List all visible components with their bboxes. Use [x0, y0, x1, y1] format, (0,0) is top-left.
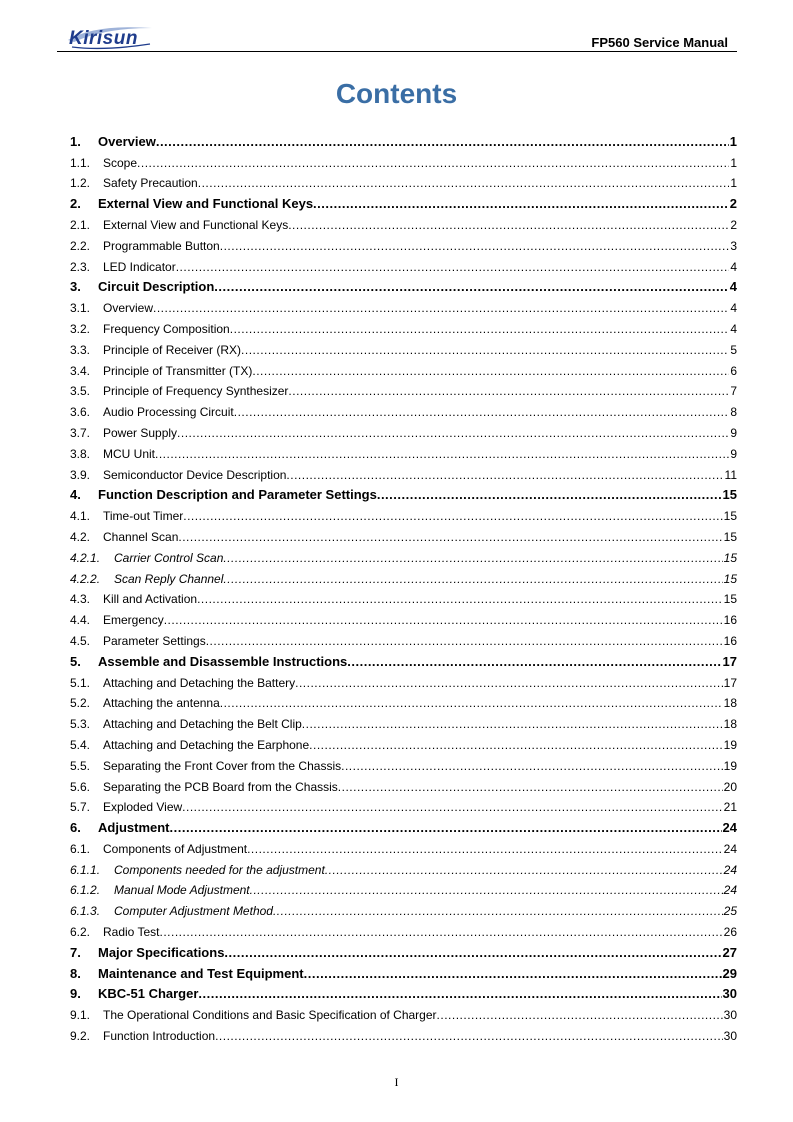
toc-entry-number: 4.3.	[70, 592, 91, 607]
toc-dot-leader	[164, 613, 723, 627]
toc-entry-number: 5.5.	[70, 758, 91, 773]
toc-entry-title: Principle of Frequency Synthesizer	[103, 384, 289, 399]
toc-entry-number: 5.3.	[70, 717, 91, 732]
toc-entry-page: 15	[722, 487, 737, 503]
page-title: Contents	[335, 78, 458, 109]
toc-entry-title: KBC-51 Charger	[98, 986, 199, 1002]
toc-entry[interactable]	[70, 274, 737, 295]
toc-entry-number: 5.6.	[70, 779, 91, 794]
toc-entry-page: 21	[723, 800, 737, 815]
toc-entry-number: 4.1.	[70, 509, 91, 524]
toc-entry-title: Audio Processing Circuit	[103, 405, 234, 420]
toc-entry[interactable]	[70, 897, 737, 918]
toc-entry-title: Overview	[98, 133, 156, 149]
toc-entry-title: Manual Mode Adjustment	[114, 883, 250, 898]
toc-entry-title: Programmable Button	[103, 238, 220, 253]
toc-entry-page: 6	[730, 363, 737, 378]
toc-entry-number: 2.2.	[70, 238, 91, 253]
toc-dot-leader	[437, 1008, 723, 1022]
toc-entry-page: 29	[722, 965, 737, 981]
toc-dot-leader	[197, 592, 723, 606]
toc-dot-leader	[206, 634, 723, 648]
toc-dot-leader	[250, 883, 723, 897]
toc-entry-title: Overview	[103, 301, 154, 316]
toc-entry-title: Carrier Control Scan	[114, 550, 224, 565]
toc-dot-leader	[288, 384, 729, 398]
toc-dot-leader	[230, 322, 730, 336]
toc-dot-leader	[155, 447, 729, 461]
toc-entry[interactable]	[70, 502, 737, 523]
toc-entry-page: 9	[730, 446, 737, 461]
toc-entry-page: 24	[723, 841, 737, 856]
toc-entry-number: 5.	[70, 653, 81, 669]
toc-entry-number: 4.	[70, 487, 81, 503]
toc-entry[interactable]	[70, 294, 737, 315]
toc-entry[interactable]	[70, 960, 737, 981]
toc-dot-leader	[309, 738, 722, 752]
toc-entry-number: 1.1.	[70, 155, 91, 170]
toc-entry-title: Separating the PCB Board from the Chassis	[103, 779, 338, 794]
toc-entry-number: 9.1.	[70, 1008, 91, 1023]
toc-entry-number: 2.3.	[70, 259, 91, 274]
toc-entry-title: Semiconductor Device Description	[103, 467, 287, 482]
toc-entry[interactable]	[70, 357, 737, 378]
toc-entry[interactable]	[70, 482, 737, 503]
toc-entry-number: 7.	[70, 944, 81, 960]
toc-entry-page: 19	[723, 758, 737, 773]
toc-dot-leader	[220, 239, 730, 253]
header-divider	[57, 51, 737, 52]
toc-dot-leader	[338, 780, 723, 794]
toc-entry-number: 4.5.	[70, 633, 91, 648]
toc-entry-number: 5.2.	[70, 696, 91, 711]
toc-entry[interactable]	[70, 918, 737, 939]
kirisun-logo	[64, 22, 158, 52]
toc-entry-title: Adjustment	[98, 820, 170, 836]
toc-dot-leader	[313, 197, 729, 211]
toc-entry-title: Radio Test	[103, 925, 160, 940]
toc-entry[interactable]	[70, 773, 737, 794]
toc-entry-title: Circuit Description	[98, 279, 215, 295]
toc-entry[interactable]	[70, 856, 737, 877]
toc-entry-title: Channel Scan	[103, 529, 179, 544]
toc-entry-number: 3.4.	[70, 363, 91, 378]
toc-entry-title: Maintenance and Test Equipment	[98, 965, 304, 981]
toc-entry[interactable]	[70, 669, 737, 690]
toc-entry-number: 6.1.1.	[70, 862, 101, 877]
toc-entry[interactable]	[70, 877, 737, 898]
toc-entry[interactable]	[70, 606, 737, 627]
toc-entry-title: Components needed for the adjustment	[114, 862, 325, 877]
toc-entry-title: Principle of Transmitter (TX)	[103, 363, 253, 378]
toc-entry[interactable]	[70, 523, 737, 544]
toc-entry-title: Scope	[103, 155, 138, 170]
toc-entry-page: 17	[722, 653, 737, 669]
toc-dot-leader	[153, 301, 729, 315]
toc-entry-number: 3.1.	[70, 301, 91, 316]
toc-entry-title: Safety Precaution	[103, 176, 198, 191]
toc-entry-title: Frequency Composition	[103, 321, 230, 336]
toc-entry-number: 5.4.	[70, 737, 91, 752]
toc-entry-page: 16	[723, 613, 737, 628]
toc-entry-number: 6.1.	[70, 841, 91, 856]
toc-entry-page: 1	[730, 155, 737, 170]
toc-dot-leader	[286, 468, 723, 482]
toc-entry-page: 25	[723, 904, 737, 919]
toc-dot-leader	[295, 676, 723, 690]
toc-dot-leader	[377, 488, 722, 502]
toc-entry-page: 15	[723, 550, 737, 565]
toc-entry-number: 4.2.	[70, 529, 91, 544]
toc-dot-leader	[214, 280, 728, 294]
toc-dot-leader	[347, 655, 721, 669]
toc-entry-page: 4	[730, 301, 737, 316]
toc-dot-leader	[159, 925, 722, 939]
toc-entry-page: 4	[730, 259, 737, 274]
toc-entry[interactable]	[70, 544, 737, 565]
toc-entry-number: 8.	[70, 965, 81, 981]
toc-entry[interactable]	[70, 731, 737, 752]
toc-entry-title: External View and Functional Keys	[103, 217, 289, 232]
toc-entry[interactable]	[70, 170, 737, 191]
toc-entry-title: Function Introduction	[103, 1029, 216, 1044]
toc-entry-number: 1.2.	[70, 176, 91, 191]
toc-dot-leader	[177, 426, 729, 440]
toc-entry-page: 15	[723, 509, 737, 524]
toc-entry-number: 3.6.	[70, 405, 91, 420]
toc-dot-leader	[288, 218, 729, 232]
toc-entry-page: 15	[723, 592, 737, 607]
toc-entry[interactable]	[70, 419, 737, 440]
toc-entry-number: 9.	[70, 986, 81, 1002]
table-of-contents	[70, 128, 737, 1043]
toc-dot-leader	[223, 572, 722, 586]
toc-dot-leader	[223, 551, 722, 565]
toc-entry-page: 1	[729, 133, 737, 149]
toc-entry-page: 30	[722, 986, 737, 1002]
document-title: FP560 Service Manual	[591, 35, 728, 50]
toc-entry-title: Attaching the antenna	[103, 696, 220, 711]
toc-entry[interactable]	[70, 336, 737, 357]
toc-entry[interactable]	[70, 814, 737, 835]
toc-entry-title: Computer Adjustment Method	[114, 904, 273, 919]
toc-entry-title: Separating the Front Cover from the Chassis	[103, 758, 342, 773]
toc-entry-title: Assemble and Disassemble Instructions	[98, 653, 348, 669]
toc-entry-page: 4	[730, 321, 737, 336]
page-number: I	[394, 1075, 399, 1089]
toc-entry-page: 11	[724, 467, 737, 482]
toc-entry-number: 4.4.	[70, 613, 91, 628]
toc-entry-page: 16	[723, 633, 737, 648]
toc-entry-number: 3.5.	[70, 384, 91, 399]
toc-entry-number: 3.	[70, 279, 81, 295]
toc-entry[interactable]	[70, 253, 737, 274]
toc-entry[interactable]	[70, 648, 737, 669]
toc-entry-title: Attaching and Detaching the Battery	[103, 675, 296, 690]
toc-entry-title: MCU Unit	[103, 446, 156, 461]
toc-entry-page: 8	[730, 405, 737, 420]
toc-entry-title: LED Indicator	[103, 259, 176, 274]
toc-entry[interactable]	[70, 565, 737, 586]
toc-entry-title: Exploded View	[103, 800, 183, 815]
toc-dot-leader	[178, 530, 722, 544]
toc-entry-number: 3.3.	[70, 342, 91, 357]
toc-entry-title: Scan Reply Channel	[114, 571, 224, 586]
toc-entry-title: Principle of Receiver (RX)	[103, 342, 242, 357]
toc-entry[interactable]	[70, 1022, 737, 1043]
toc-entry-page: 7	[730, 384, 737, 399]
toc-entry-number: 5.7.	[70, 800, 91, 815]
toc-entry[interactable]	[70, 232, 737, 253]
toc-entry-number: 6.2.	[70, 925, 91, 940]
toc-entry-page: 2	[730, 217, 737, 232]
toc-entry-title: Components of Adjustment	[103, 841, 248, 856]
toc-entry-number: 6.	[70, 820, 81, 836]
toc-entry-number: 3.8.	[70, 446, 91, 461]
toc-entry-page: 1	[730, 176, 737, 191]
toc-entry-title: Emergency	[103, 613, 164, 628]
toc-entry-number: 1.	[70, 133, 81, 149]
toc-entry[interactable]	[70, 710, 737, 731]
toc-entry-title: Kill and Activation	[103, 592, 198, 607]
svg-text:Kirisun: Kirisun	[69, 28, 138, 49]
toc-entry[interactable]	[70, 461, 737, 482]
toc-entry-title: Parameter Settings	[103, 633, 206, 648]
toc-dot-leader	[247, 842, 723, 856]
toc-entry-number: 6.1.3.	[70, 904, 101, 919]
toc-dot-leader	[224, 946, 721, 960]
toc-entry-title: Attaching and Detaching the Belt Clip	[103, 717, 302, 732]
toc-dot-leader	[234, 405, 730, 419]
toc-dot-leader	[215, 1029, 723, 1043]
toc-entry-page: 18	[723, 717, 737, 732]
toc-dot-leader	[176, 260, 730, 274]
toc-dot-leader	[198, 176, 730, 190]
toc-entry-page: 30	[723, 1008, 737, 1023]
toc-entry-page: 5	[730, 342, 737, 357]
toc-entry[interactable]	[70, 752, 737, 773]
toc-entry-number: 6.1.2.	[70, 883, 101, 898]
toc-entry-number: 3.2.	[70, 321, 91, 336]
toc-entry-number: 3.9.	[70, 467, 91, 482]
toc-entry-page: 30	[723, 1029, 737, 1044]
toc-entry[interactable]	[70, 690, 737, 711]
toc-entry-number: 5.1.	[70, 675, 91, 690]
toc-entry-page: 2	[729, 196, 737, 212]
toc-entry-page: 19	[723, 737, 737, 752]
toc-entry-number: 9.2.	[70, 1029, 91, 1044]
toc-entry-title: The Operational Conditions and Basic Specification of Charger	[103, 1008, 437, 1023]
toc-entry-page: 15	[723, 529, 737, 544]
toc-entry-number: 4.2.2.	[70, 571, 101, 586]
toc-dot-leader	[137, 156, 729, 170]
toc-entry-title: External View and Functional Keys	[98, 196, 314, 212]
toc-dot-leader	[325, 863, 723, 877]
toc-entry-page: 24	[723, 862, 737, 877]
toc-entry-page: 26	[723, 925, 737, 940]
toc-entry-page: 20	[723, 779, 737, 794]
toc-dot-leader	[220, 696, 723, 710]
toc-entry-page: 4	[729, 279, 737, 295]
toc-entry[interactable]	[70, 149, 737, 170]
toc-entry[interactable]	[70, 586, 737, 607]
toc-dot-leader	[252, 364, 729, 378]
toc-entry[interactable]	[70, 211, 737, 232]
toc-entry[interactable]	[70, 627, 737, 648]
toc-entry-title: Power Supply	[103, 425, 178, 440]
toc-entry[interactable]	[70, 190, 737, 211]
toc-entry[interactable]	[70, 794, 737, 815]
toc-entry-page: 18	[723, 696, 737, 711]
toc-dot-leader	[304, 967, 722, 981]
toc-dot-leader	[302, 717, 723, 731]
toc-entry-number: 2.1.	[70, 217, 91, 232]
toc-entry-page: 15	[723, 571, 737, 586]
toc-entry-page: 17	[723, 675, 737, 690]
toc-entry-title: Time-out Timer	[103, 509, 184, 524]
toc-entry-title: Attaching and Detaching the Earphone	[103, 737, 310, 752]
toc-dot-leader	[156, 135, 729, 149]
toc-entry[interactable]	[70, 1001, 737, 1022]
toc-dot-leader	[341, 759, 723, 773]
toc-entry-page: 24	[723, 883, 737, 898]
toc-entry-page: 9	[730, 425, 737, 440]
toc-entry[interactable]	[70, 939, 737, 960]
toc-entry[interactable]	[70, 398, 737, 419]
toc-dot-leader	[198, 987, 721, 1001]
toc-entry-page: 24	[722, 820, 737, 836]
toc-entry[interactable]	[70, 440, 737, 461]
toc-entry[interactable]	[70, 378, 737, 399]
toc-dot-leader	[183, 509, 722, 523]
toc-dot-leader	[273, 904, 723, 918]
toc-dot-leader	[170, 821, 722, 835]
toc-entry[interactable]	[70, 128, 737, 149]
toc-entry-number: 3.7.	[70, 425, 91, 440]
toc-dot-leader	[241, 343, 729, 357]
toc-entry-page: 3	[730, 238, 737, 253]
toc-entry[interactable]	[70, 981, 737, 1002]
toc-entry[interactable]	[70, 315, 737, 336]
toc-entry-title: Major Specifications	[98, 944, 225, 960]
toc-entry-page: 27	[722, 944, 737, 960]
toc-entry[interactable]	[70, 835, 737, 856]
toc-entry-number: 2.	[70, 196, 81, 212]
toc-entry-number: 4.2.1.	[70, 550, 101, 565]
toc-dot-leader	[182, 800, 722, 814]
toc-entry-title: Function Description and Parameter Settings	[98, 487, 377, 503]
